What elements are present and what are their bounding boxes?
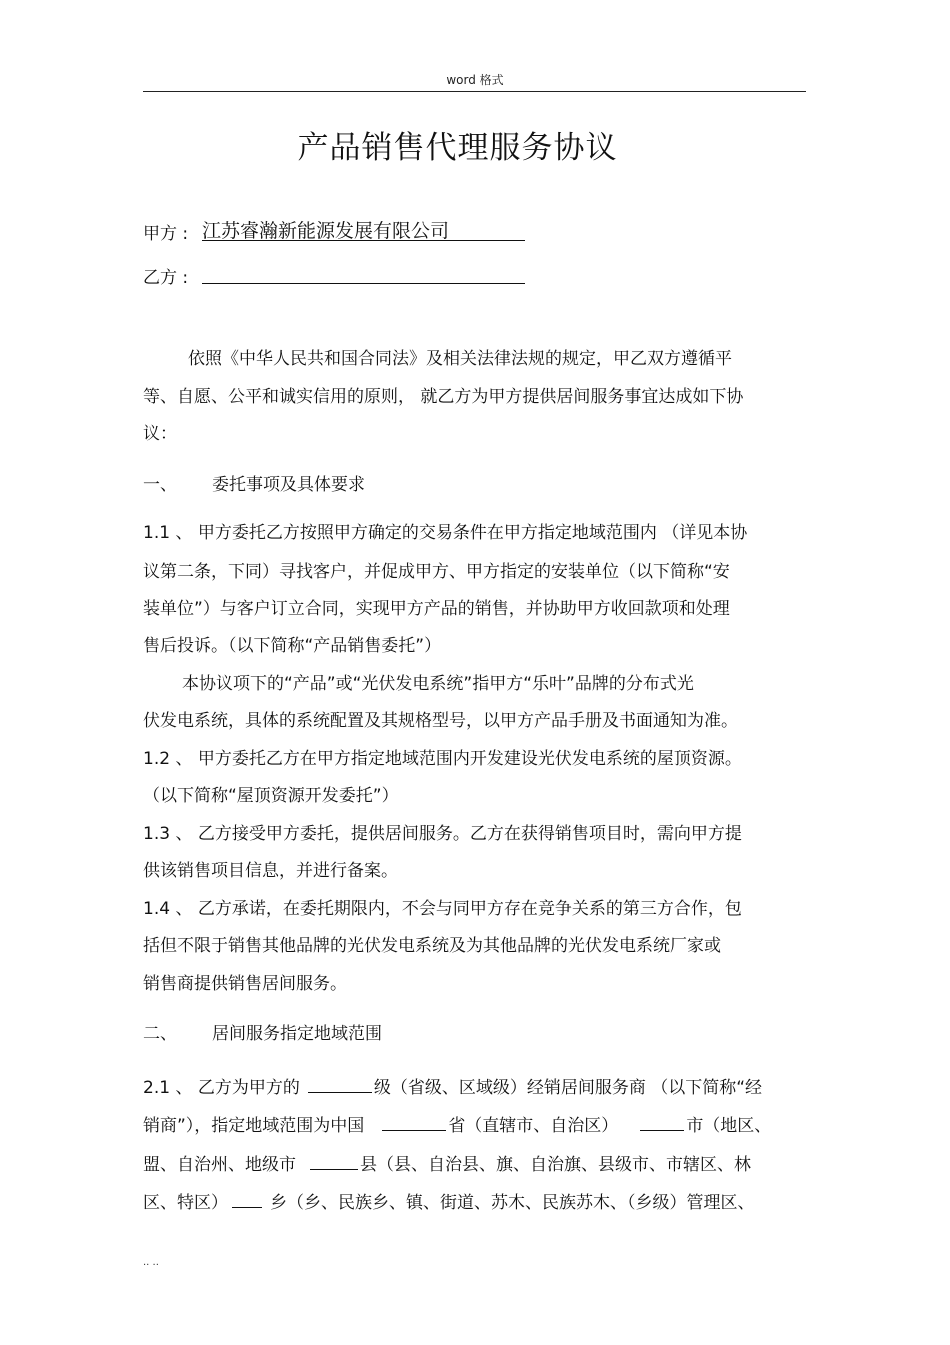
party-a-value: 江苏睿瀚新能源发展有限公司 xyxy=(202,220,450,242)
clause-2-1-line-2 xyxy=(143,1113,771,1135)
clause-1-4-line-3: 销售商提供销售居间服务。 xyxy=(143,974,347,994)
clause-2-1-line-4-a: 区、特区） xyxy=(143,1193,228,1213)
page-header: word 格式 xyxy=(446,73,504,87)
city-blank xyxy=(640,1113,684,1131)
clause-1-2-line-1: 1.2 、 甲方委托乙方在甲方指定地域范围内开发建设光伏发电系统的屋顶资源。 xyxy=(143,749,742,769)
clause-2-1-line-3-b: 县（县、自治县、旗、自治旗、县级市、市辖区、林 xyxy=(360,1155,751,1175)
clause-2-1-line-2-c: 市（地区、 xyxy=(686,1116,772,1136)
clause-1-1-line-1: 1.1 、 甲方委托乙方按照甲方确定的交易条件在甲方指定地域范围内 （详见本协 xyxy=(143,523,748,543)
clause-1-1-line-3: 装单位”）与客户订立合同，实现甲方产品的销售，并协助甲方收回款项和处理 xyxy=(143,599,730,619)
clause-1-3-line-1: 1.3 、 乙方接受甲方委托，提供居间服务。乙方在获得销售项目时，需向甲方提 xyxy=(143,824,742,844)
clause-1-1-line-6: 伏发电系统，具体的系统配置及其规格型号，以甲方产品手册及书面通知为准。 xyxy=(143,711,738,731)
section-2-heading: 居间服务指定地域范围 xyxy=(212,1024,382,1044)
clause-2-1-line-4-b: 乡（乡、民族乡、镇、街道、苏木、民族苏木、（乡级）管理区、 xyxy=(270,1193,755,1213)
clause-1-1-line-5: 本协议项下的“产品”或“光伏发电系统”指甲方“乐叶”品牌的分布式光 xyxy=(182,674,694,694)
clause-1-4-line-1: 1.4 、 乙方承诺，在委托期限内，不会与同甲方存在竞争关系的第三方合作，包 xyxy=(143,899,742,919)
township-blank xyxy=(232,1190,262,1208)
preamble-line-2: 等、自愿、公平和诚实信用的原则， 就乙方为甲方提供居间服务事宜达成如下协 xyxy=(143,387,744,407)
dealer-level-blank xyxy=(308,1075,372,1093)
county-blank xyxy=(310,1152,358,1170)
party-a-underline xyxy=(202,240,525,241)
page-footer: .. .. xyxy=(143,1257,159,1268)
clause-1-2-line-2: （以下简称“屋顶资源开发委托”） xyxy=(143,786,399,806)
clause-2-1-line-2-a: 销商”），指定地域范围为中国 xyxy=(143,1116,365,1136)
clause-2-1-line-1 xyxy=(143,1075,762,1097)
party-a-label: 甲方 : xyxy=(143,224,189,244)
party-b-label: 乙方 : xyxy=(143,268,189,288)
clause-2-1-line-3-a: 盟、自治州、地级市 xyxy=(143,1155,296,1175)
clause-1-1-line-2: 议第二条，下同）寻找客户，并促成甲方、甲方指定的安装单位（以下简称“安 xyxy=(143,562,730,582)
section-1-heading: 委托事项及具体要求 xyxy=(212,475,365,495)
clause-1-1-line-4: 售后投诉。（以下简称“产品销售委托”） xyxy=(143,636,442,656)
preamble-line-3: 议： xyxy=(143,424,177,444)
clause-1-4-line-2: 括但不限于销售其他品牌的光伏发电系统及为其他品牌的光伏发电系统厂家或 xyxy=(143,936,721,956)
section-2-number: 二、 xyxy=(143,1024,177,1044)
preamble-line-1: 依照《中华人民共和国合同法》及相关法律法规的规定，甲乙双方遵循平 xyxy=(188,349,732,369)
province-blank xyxy=(382,1113,446,1131)
document-title: 产品销售代理服务协议 xyxy=(297,130,618,166)
clause-1-3-line-2: 供该销售项目信息，并进行备案。 xyxy=(143,861,398,881)
party-b-underline xyxy=(202,283,525,284)
clause-2-1-line-1-a: 2.1 、 乙方为甲方的 xyxy=(143,1078,300,1098)
section-1-number: 一、 xyxy=(143,475,177,495)
clause-2-1-line-3 xyxy=(143,1152,751,1174)
header-rule xyxy=(143,91,806,92)
clause-2-1-line-2-b: 省（直辖市、自治区） xyxy=(448,1116,619,1136)
clause-2-1-line-4 xyxy=(143,1190,755,1212)
clause-2-1-line-1-b: 级（省级、区域级）经销居间服务商 （以下简称“经 xyxy=(373,1078,763,1098)
